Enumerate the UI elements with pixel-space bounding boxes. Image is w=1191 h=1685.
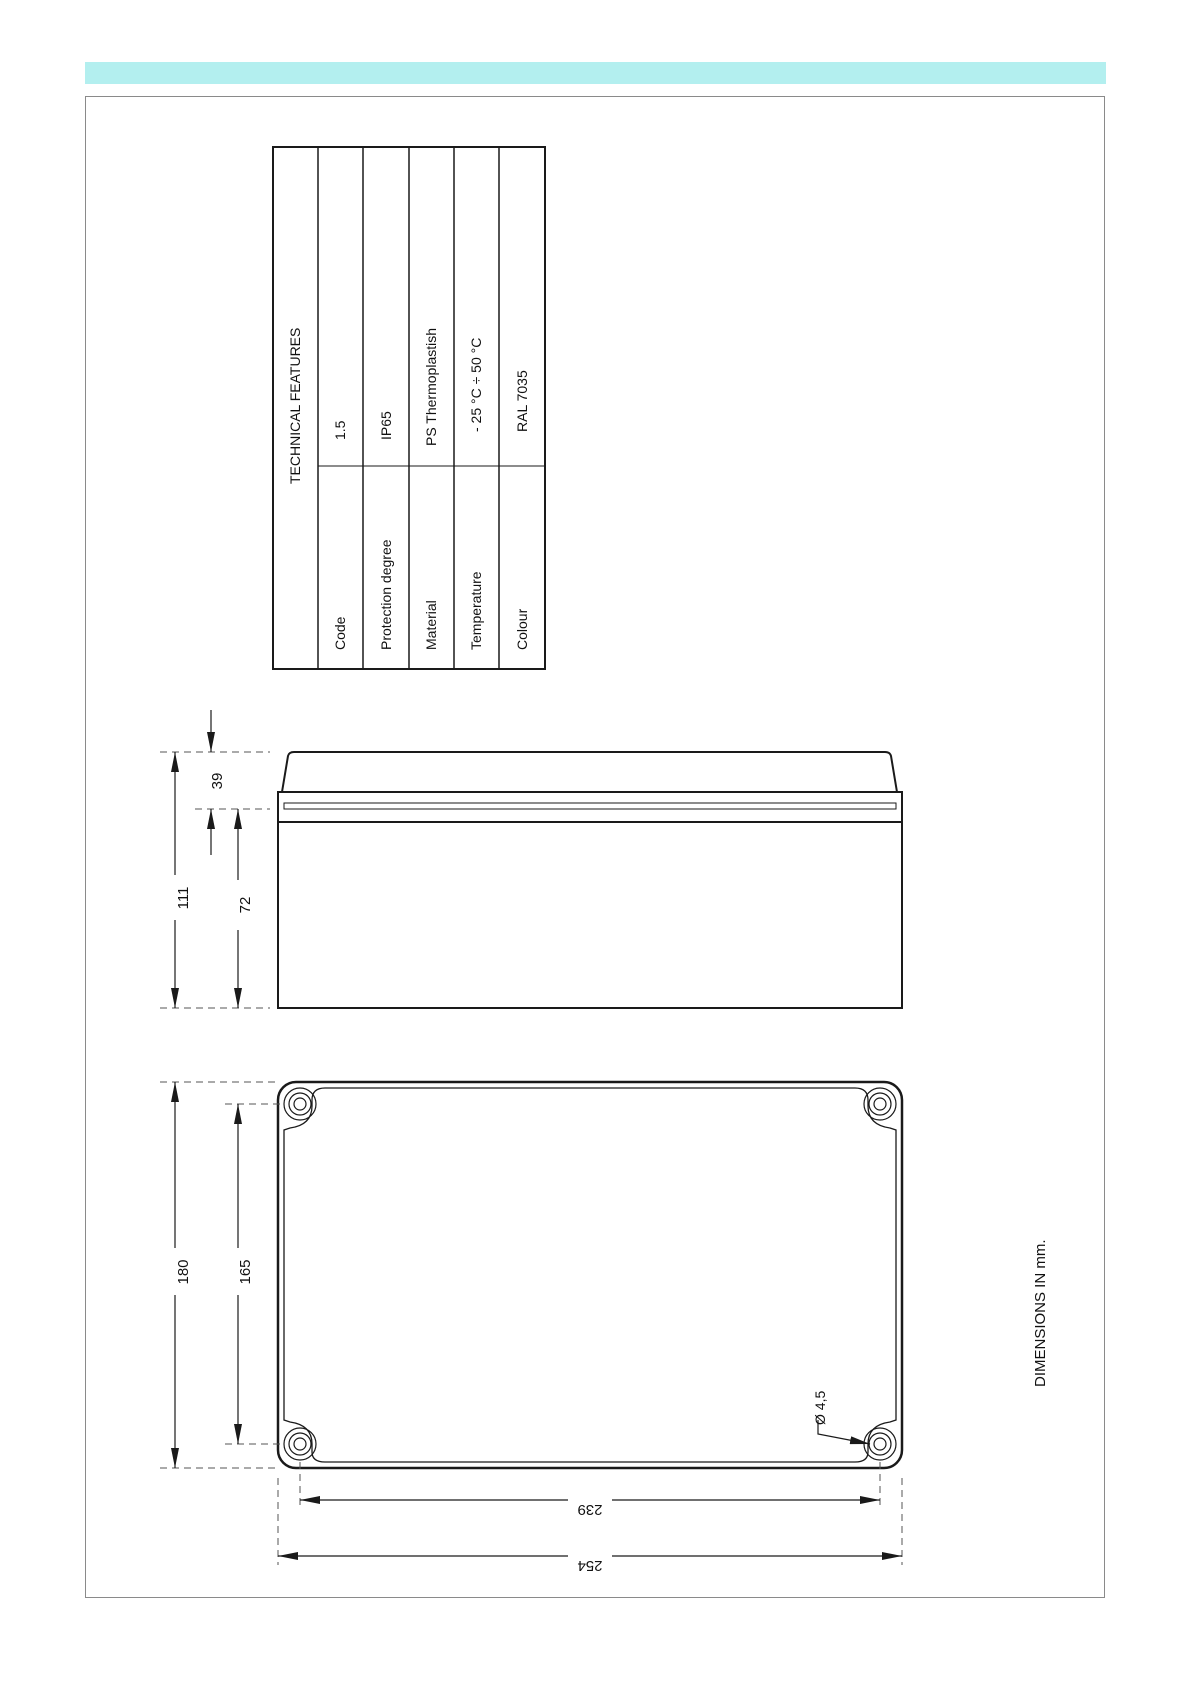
dimensions-note: DIMENSIONS IN mm.: [1032, 1239, 1049, 1387]
dim-165: 165: [237, 1259, 254, 1285]
top-view: [278, 1082, 902, 1468]
dim-111: 111: [175, 886, 192, 910]
dim-hole-diameter: Ø 4,5: [812, 1390, 828, 1425]
table-value-colour: RAL 7035: [514, 370, 530, 432]
screw-boss-top-right: [864, 1088, 896, 1120]
table-label-code: Code: [332, 616, 348, 650]
table-label-colour: Colour: [514, 608, 530, 650]
screw-boss-top-left: [284, 1088, 316, 1120]
table-label-material: Material: [423, 600, 439, 650]
table-label-temperature: Temperature: [468, 571, 484, 650]
table-value-protection: IP65: [378, 411, 394, 440]
table-value-temperature: - 25 °C ÷ 50 °C: [468, 337, 484, 432]
dim-39: 39: [209, 772, 226, 790]
table-label-protection: Protection degree: [378, 539, 394, 650]
dim-239: 239: [577, 1501, 603, 1518]
side-view: [278, 752, 902, 1008]
dim-254: 254: [577, 1557, 603, 1574]
dim-180: 180: [175, 1259, 192, 1285]
table-value-code: 1.5: [332, 420, 348, 440]
extension-lines: [160, 752, 902, 1565]
table-title: TECHNICAL FEATURES: [287, 327, 303, 484]
screw-boss-bottom-left: [284, 1428, 316, 1460]
dim-72: 72: [237, 896, 254, 914]
table-value-material: PS Thermoplastish: [423, 327, 439, 446]
technical-features-table: [273, 147, 545, 669]
